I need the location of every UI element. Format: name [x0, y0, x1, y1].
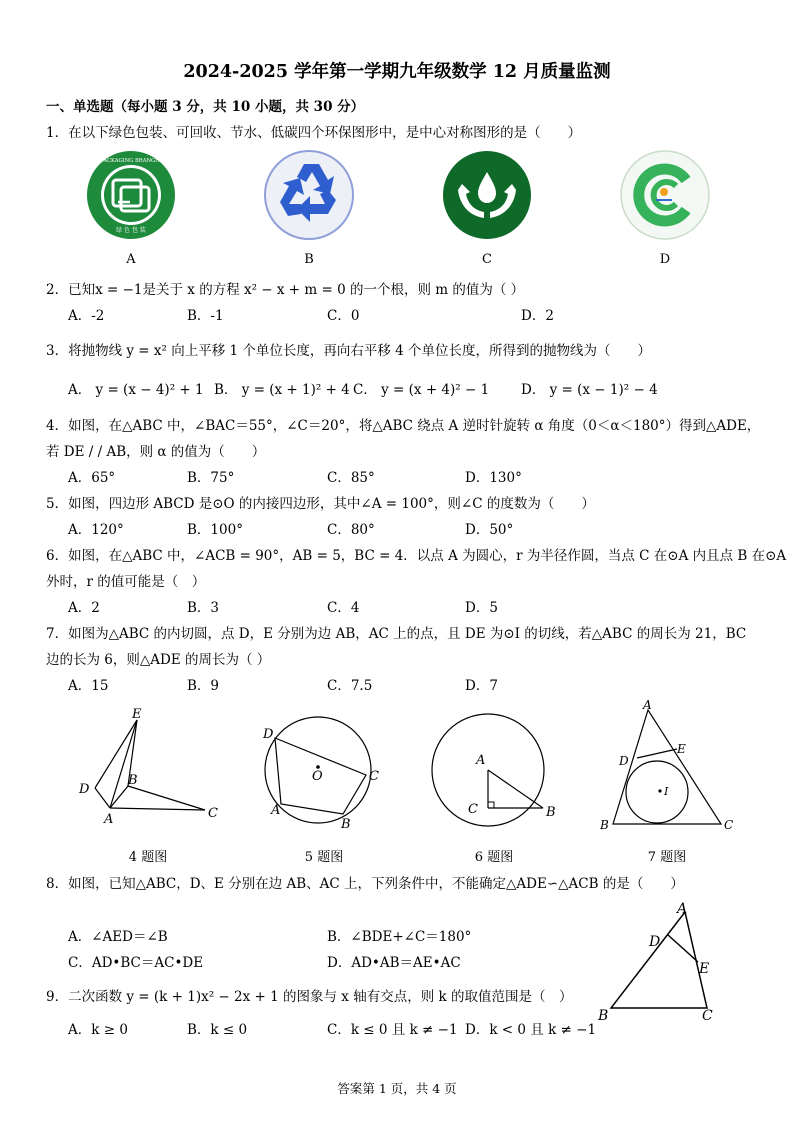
water-saving-logo — [442, 150, 532, 240]
question-8-stem: 8．如图，已知△ABC，D、E 分别在边 AB、AC 上，下列条件中，不能确定△ADE∽△ACB 的是（ ） — [46, 876, 684, 892]
q9-option-b: B．k ≤ 0 — [187, 1022, 248, 1038]
q3-option-d: D． y = (x − 1)² − 4 — [521, 382, 658, 398]
fig8-label-b: B — [598, 1008, 609, 1024]
q3-option-a: A． y = (x − 4)² + 1 — [68, 382, 204, 398]
q5-option-d: D．50° — [465, 522, 514, 538]
q5-option-a: A．120° — [68, 522, 124, 538]
option-label-d: D — [659, 252, 671, 267]
q2-option-a: A．-2 — [68, 308, 105, 324]
fig5-label-b: B — [341, 817, 351, 832]
q7-option-a: A．15 — [68, 678, 109, 694]
question-3-stem: 3．将抛物线 y = x² 向上平移 1 个单位长度，再向右平移 4 个单位长度，所得到的抛物线为（ ） — [46, 343, 652, 359]
q7-option-c: C．7.5 — [327, 678, 373, 694]
recycle-logo — [264, 150, 354, 240]
logo-a-bottom-text: 绿 色 包 装 — [116, 227, 146, 234]
q3-option-b: B． y = (x + 1)² + 4 — [214, 382, 350, 398]
caption-fig-5: 5 题图 — [304, 850, 344, 865]
fig5-label-d: D — [263, 727, 274, 742]
fig8-label-e: E — [699, 961, 710, 977]
q2-option-c: C．0 — [327, 308, 360, 324]
fig4-label-a: A — [104, 812, 114, 827]
q8-option-d: D．AD•AB＝AE•AC — [327, 955, 461, 971]
fig5-label-o: O — [312, 769, 323, 784]
logo-a-ring-text: GREEN PACKAGING BRANGHUI CHAS — [78, 158, 184, 164]
fig5-label-a: A — [271, 803, 281, 818]
low-carbon-logo — [620, 150, 710, 240]
q5-option-b: B．100° — [187, 522, 243, 538]
question-9-stem: 9．二次函数 y = (k + 1)x² − 2x + 1 的图象与 x 轴有交点，则 k 的取值范围是（ ） — [46, 989, 573, 1005]
q4-option-a: A．65° — [68, 470, 116, 486]
fig4-label-b: B — [128, 773, 138, 788]
fig6-label-b: B — [546, 805, 556, 820]
fig7-label-a: A — [643, 698, 652, 712]
q6-option-d: D．5 — [465, 600, 498, 616]
fig8-label-a: A — [677, 901, 688, 917]
q7-option-b: B．9 — [187, 678, 220, 694]
question-6-stem-line1: 6．如图，在△ABC 中，∠ACB = 90°，AB = 5，BC = 4．以点 A 为圆心，r 为半径作圆，当点 C 在⊙A 内且点 B 在⊙A — [46, 548, 787, 564]
question-5-stem: 5．如图，四边形 ABCD 是⊙O 的内接四边形，其中∠A = 100°，则∠C 的度数为（ ） — [46, 496, 595, 512]
figure-4 — [70, 700, 230, 830]
page-title: 2024-2025 学年第一学期九年级数学 12 月质量监测 — [183, 62, 611, 82]
fig7-label-d: D — [619, 754, 629, 768]
fig6-label-a: A — [476, 753, 486, 768]
figure-6 — [425, 710, 565, 830]
q6-option-b: B．3 — [187, 600, 220, 616]
fig7-label-i: I — [664, 785, 669, 798]
figure-5 — [255, 710, 395, 830]
q9-option-d: D．k < 0 且 k ≠ −1 — [465, 1022, 597, 1038]
q8-option-c: C．AD•BC＝AC•DE — [68, 955, 204, 971]
figure-8 — [595, 898, 725, 1028]
fig7-label-e: E — [677, 742, 686, 756]
caption-fig-6: 6 题图 — [474, 850, 514, 865]
fig6-label-c: C — [468, 802, 478, 817]
q2-option-d: D．2 — [521, 308, 554, 324]
question-6-stem-line2: 外时，r 的值可能是（ ） — [46, 574, 206, 590]
fig7-label-b: B — [600, 818, 609, 832]
fig8-label-d: D — [649, 934, 661, 950]
caption-fig-7: 7 题图 — [647, 850, 687, 865]
question-7-stem-line1: 7．如图为△ABC 的内切圆，点 D，E 分别为边 AB，AC 上的点，且 DE 为⊙I 的切线，若△ABC 的周长为 21，BC — [46, 626, 747, 642]
figure-7 — [595, 698, 745, 833]
fig7-label-c: C — [724, 818, 734, 832]
option-label-c: C — [482, 252, 492, 267]
q3-option-c: C． y = (x + 4)² − 1 — [353, 382, 490, 398]
page-footer: 答案第 1 页，共 4 页 — [337, 1081, 457, 1096]
section-heading: 一、单选题（每小题 3 分，共 10 小题，共 30 分） — [46, 99, 365, 115]
question-4-stem-line1: 4．如图，在△ABC 中，∠BAC＝55°，∠C＝20°，将△ABC 绕点 A 逆时针旋转 α 角度（0＜α＜180°）得到△ADE， — [46, 418, 761, 434]
q4-option-d: D．130° — [465, 470, 522, 486]
green-packaging-logo — [78, 150, 184, 240]
q7-option-d: D．7 — [465, 678, 498, 694]
question-7-stem-line2: 边的长为 6，则△ADE 的周长为（ ） — [46, 652, 271, 668]
question-2-stem: 2．已知x = −1是关于 x 的方程 x² − x + m = 0 的一个根，则 m 的值为（ ） — [46, 282, 525, 298]
fig5-label-c: C — [369, 769, 379, 784]
q8-option-a: A．∠AED＝∠B — [68, 929, 168, 945]
q6-option-a: A．2 — [68, 600, 100, 616]
q5-option-c: C．80° — [327, 522, 375, 538]
fig4-label-e: E — [132, 707, 142, 722]
q2-option-b: B．-1 — [187, 308, 224, 324]
q8-option-b: B．∠BDE+∠C＝180° — [327, 929, 472, 945]
caption-fig-4: 4 题图 — [128, 850, 168, 865]
q4-option-c: C．85° — [327, 470, 375, 486]
fig4-label-d: D — [79, 782, 90, 797]
q6-option-c: C．4 — [327, 600, 360, 616]
question-4-stem-line2: 若 DE / / AB，则 α 的值为（ ） — [46, 444, 266, 460]
option-label-b: B — [304, 252, 314, 267]
q4-option-b: B．75° — [187, 470, 235, 486]
q9-option-a: A．k ≥ 0 — [68, 1022, 128, 1038]
option-label-a: A — [126, 252, 136, 267]
fig4-label-c: C — [208, 806, 218, 821]
q9-option-c: C．k ≤ 0 且 k ≠ −1 — [327, 1022, 458, 1038]
fig8-label-c: C — [702, 1008, 713, 1024]
question-1-stem: 1．在以下绿色包装、可回收、节水、低碳四个环保图形中，是中心对称图形的是（ ） — [46, 125, 582, 141]
